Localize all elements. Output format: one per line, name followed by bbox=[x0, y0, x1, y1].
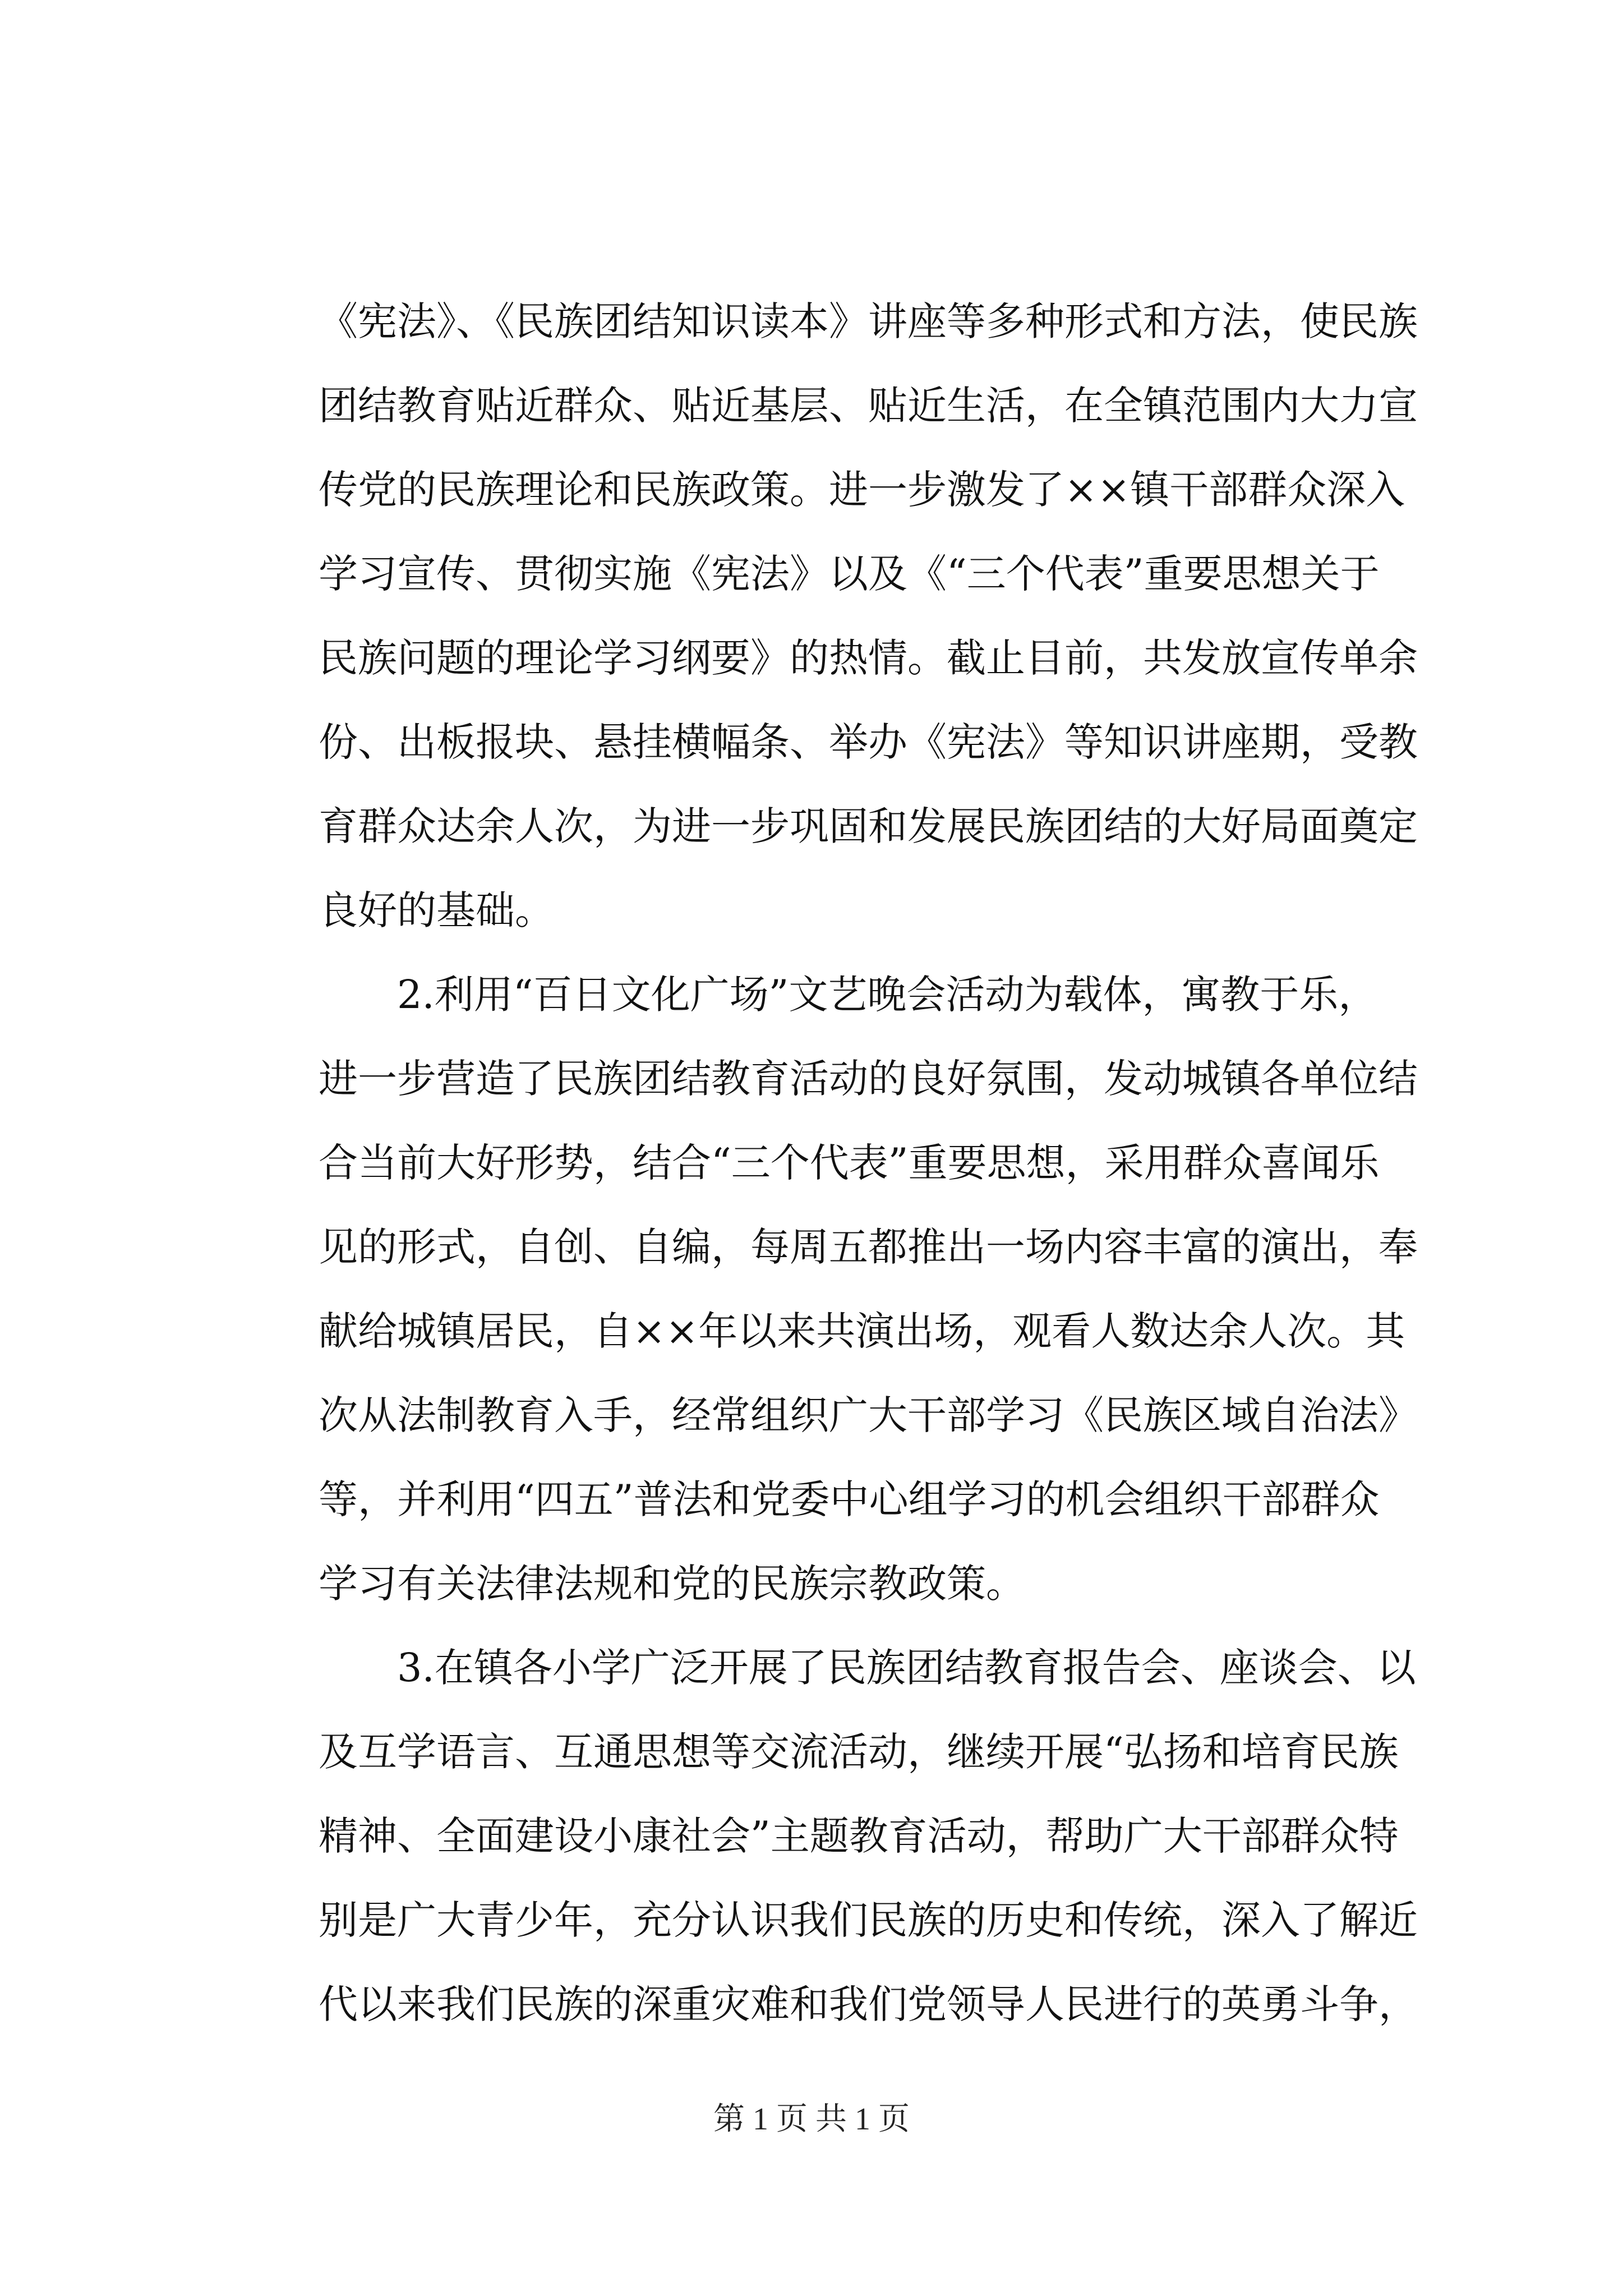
text-line: 献给城镇居民，自××年以来共演出场，观看人数达余人次。其 bbox=[319, 1308, 1405, 1354]
text-line: 代以来我们民族的深重灾难和我们党领导人民进行的英勇斗争， bbox=[319, 1981, 1418, 2027]
text-line: 民族问题的理论学习纲要》的热情。截止目前，共发放宣传单余 bbox=[319, 635, 1418, 681]
text-line: 合当前大好形势，结合“三个代表”重要思想，采用群众喜闻乐 bbox=[319, 1140, 1380, 1186]
text-line: 精神、全面建设小康社会”主题教育活动，帮助广大干部群众特 bbox=[319, 1813, 1399, 1859]
text-line: 团结教育贴近群众、贴近基层、贴近生活，在全镇范围内大力宣 bbox=[319, 383, 1418, 429]
text-line: 学习宣传、贯彻实施《宪法》以及《“三个代表”重要思想关于 bbox=[319, 551, 1380, 597]
paragraph-2-first-line: 2.利用“百日文化广场”文艺晚会活动为载体，寓教于乐， bbox=[397, 972, 1378, 1018]
text-line: 等，并利用“四五”普法和党委中心组学习的机会组织干部群众 bbox=[319, 1476, 1380, 1522]
text-line: 《宪法》、《民族团结知识读本》讲座等多种形式和方法，使民族 bbox=[319, 298, 1418, 344]
text-line: 见的形式，自创、自编，每周五都推出一场内容丰富的演出，奉 bbox=[319, 1224, 1418, 1270]
text-line: 份、出板报块、悬挂横幅条、举办《宪法》等知识讲座期，受教 bbox=[319, 719, 1418, 765]
text-line: 良好的基础。 bbox=[319, 887, 554, 933]
text-line: 别是广大青少年，充分认识我们民族的历史和传统，深入了解近 bbox=[319, 1897, 1418, 1943]
page-number: 第 1 页 共 1 页 bbox=[713, 2102, 910, 2137]
text-line: 学习有关法律法规和党的民族宗教政策。 bbox=[319, 1561, 1025, 1607]
text-line: 次从法制教育入手，经常组织广大干部学习《民族区域自治法》 bbox=[319, 1392, 1418, 1438]
text-line: 及互学语言、互通思想等交流活动，继续开展“弘扬和培育民族 bbox=[319, 1729, 1399, 1775]
text-line: 育群众达余人次，为进一步巩固和发展民族团结的大好局面奠定 bbox=[319, 803, 1418, 849]
text-line: 传党的民族理论和民族政策。进一步激发了××镇干部群众深入 bbox=[319, 467, 1405, 513]
paragraph-3-first-line: 3.在镇各小学广泛开展了民族团结教育报告会、座谈会、以 bbox=[397, 1645, 1416, 1691]
text-line: 进一步营造了民族团结教育活动的良好氛围，发动城镇各单位结 bbox=[319, 1056, 1418, 1102]
